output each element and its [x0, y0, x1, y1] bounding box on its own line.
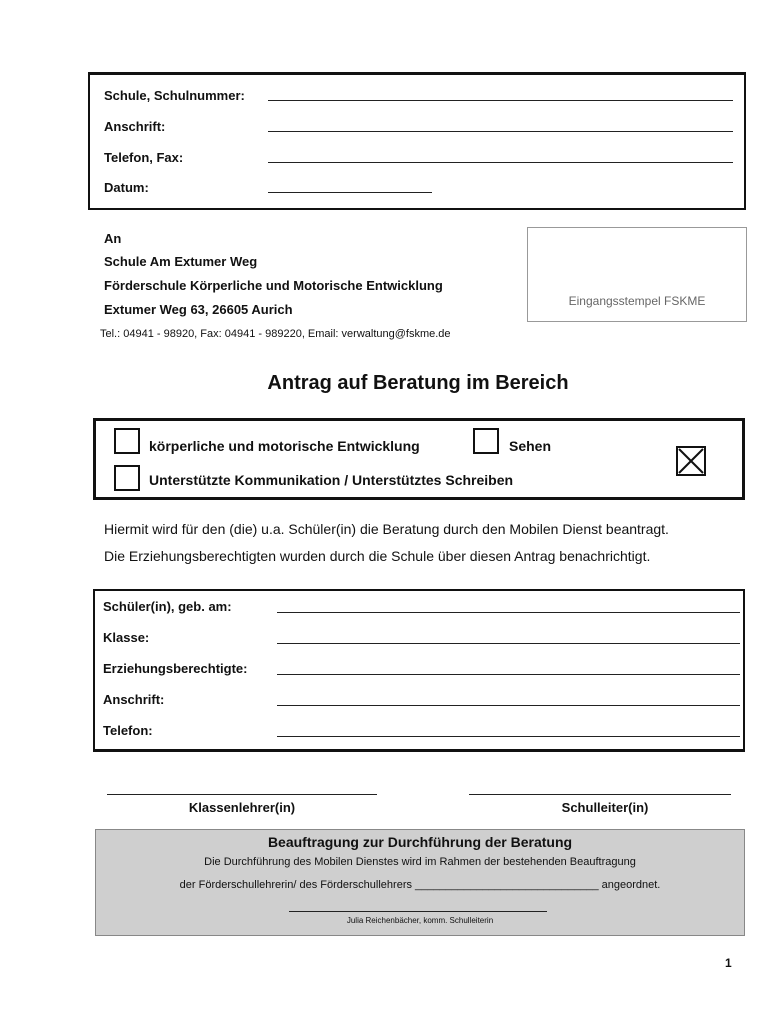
school-phone-field[interactable] — [268, 162, 733, 163]
assignment-line-2: der Förderschullehrerin/ des Förderschullehrers ______________________________ angeordnet. — [179, 879, 661, 891]
assignment-box — [95, 829, 745, 936]
option-motor-label: körperliche und motorische Entwicklung — [149, 438, 420, 454]
student-phone-label: Telefon: — [103, 723, 153, 738]
assignment-signature-line[interactable] — [289, 911, 547, 912]
contact-line: Tel.: 04941 - 98920, Fax: 04941 - 989220, Email: verwaltung@fskme.de — [100, 328, 451, 340]
checkbox-uk[interactable] — [114, 465, 140, 491]
student-phone-field[interactable] — [277, 736, 740, 737]
school-phone-label: Telefon, Fax: — [104, 150, 184, 165]
principal-signature-label: Schulleiter(in) — [561, 800, 649, 815]
class-label: Klasse: — [103, 630, 150, 645]
recipient-line-street: Extumer Weg 63, 26605 Aurich — [104, 302, 293, 317]
intro-line-1: Hiermit wird für den (die) u.a. Schüler(in) die Beratung durch den Mobilen Dienst beantragt. — [104, 521, 669, 537]
recipient-line-school: Schule Am Extumer Weg — [104, 254, 258, 269]
guardians-label: Erziehungsberechtigte: — [103, 661, 248, 676]
school-date-label: Datum: — [104, 180, 149, 195]
school-date-field[interactable] — [268, 192, 432, 193]
stamp-label: Eingangsstempel FSKME — [568, 294, 706, 308]
checkbox-motor[interactable] — [114, 428, 140, 454]
teacher-signature-line[interactable] — [107, 794, 377, 795]
intro-line-2: Die Erziehungsberechtigten wurden durch die Schule über diesen Antrag benachrichtigt. — [104, 548, 651, 564]
student-address-label: Anschrift: — [103, 692, 165, 707]
class-field[interactable] — [277, 643, 740, 644]
page-number: 1 — [725, 956, 732, 970]
option-uk-label: Unterstützte Kommunikation / Unterstütztes Schreiben — [149, 472, 514, 488]
student-name-label: Schüler(in), geb. am: — [103, 599, 232, 614]
teacher-signature-label: Klassenlehrer(in) — [188, 800, 296, 815]
recipient-line-an: An — [104, 231, 122, 246]
school-address-field[interactable] — [268, 131, 733, 132]
checkbox-sehen[interactable] — [473, 428, 499, 454]
option-sehen-label: Sehen — [509, 438, 552, 454]
principal-signature-line[interactable] — [469, 794, 731, 795]
student-address-field[interactable] — [277, 705, 740, 706]
assignment-signer: Julia Reichenbächer, komm. Schulleiterin — [346, 916, 494, 925]
stamp-box — [527, 227, 747, 322]
student-name-field[interactable] — [277, 612, 740, 613]
recipient-line-type: Förderschule Körperliche und Motorische Entwicklung — [104, 278, 443, 293]
area-selection-box — [93, 418, 745, 500]
page-title: Antrag auf Beratung im Bereich — [267, 372, 569, 394]
school-address-label: Anschrift: — [104, 119, 166, 134]
guardians-field[interactable] — [277, 674, 740, 675]
crossed-checkbox[interactable] — [676, 446, 706, 476]
assignment-line-1: Die Durchführung des Mobilen Dienstes wird im Rahmen der bestehenden Beauftragung — [204, 856, 636, 868]
school-info-box — [88, 72, 746, 210]
cross-icon — [678, 448, 704, 474]
school-number-field[interactable] — [268, 100, 733, 101]
assignment-title: Beauftragung zur Durchführung der Beratung — [267, 834, 573, 850]
student-info-box — [93, 589, 745, 752]
school-number-label: Schule, Schulnummer: — [104, 88, 245, 103]
